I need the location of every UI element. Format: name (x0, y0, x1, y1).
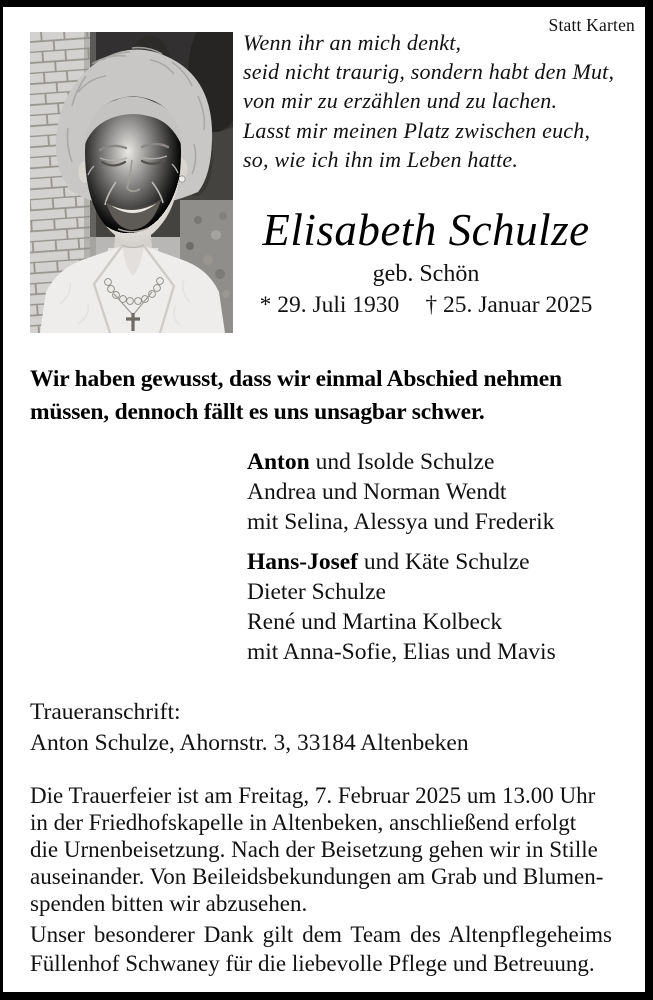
mourner-line: Andrea und Norman Wendt (247, 478, 507, 505)
poem-line: seid nicht traurig, sondern habt den Mut, (243, 59, 615, 85)
condolence-value: Anton Schulze, Ahornstr. 3, 33184 Altenbeken (30, 729, 469, 756)
mourner-line: René und Martina Kolbeck (247, 608, 503, 635)
mourner-line: Dieter Schulze (247, 579, 386, 606)
pearl-earring (179, 176, 185, 182)
poem-line: Lasst mir meinen Platz zwischen euch, (243, 117, 591, 143)
death-date: † 25. Januar 2025 (425, 292, 593, 318)
thanks-line: Unser besonderer Dank gilt dem Team des Altenpflegeheims (30, 922, 612, 947)
deceased-block (243, 199, 609, 320)
life-dates (243, 290, 609, 320)
poem-line: so, wie ich ihn im Leben hatte. (243, 146, 519, 172)
mourner-line: mit Anna-Sofie, Elias und Mavis (247, 638, 556, 665)
poem-line: Wenn ihr an mich denkt, (243, 30, 462, 55)
ceremony-line: spenden bitten wir abzusehen. (30, 890, 308, 916)
mourner-group (247, 448, 556, 537)
mourner-line: Hans-Josef und Käte Schulze (247, 549, 530, 576)
intro-line: müssen, dennoch fällt es uns unsagbar schwer. (30, 399, 485, 425)
ceremony-line: in der Friedhofskapelle in Altenbeken, anschließend erfolgt (30, 809, 577, 835)
mourners-list (247, 448, 556, 668)
intro-line: Wir haben gewusst, dass wir einmal Abschied nehmen (30, 366, 562, 392)
thanks-line: Füllenhof Schwaney für die liebevolle Pflege und Betreuung. (30, 950, 595, 976)
ceremony-line: die Urnenbeisetzung. Nach der Beisetzung gehen wir in Stille (30, 836, 598, 862)
ceremony-details (30, 783, 603, 918)
memorial-poem (243, 28, 614, 174)
portrait-photo (30, 32, 233, 333)
portrait-photo-art (30, 32, 233, 333)
birth-date: * 29. Juli 1930 (259, 292, 400, 318)
condolence-address (30, 697, 469, 758)
mourner-line: mit Selina, Alessya und Frederik (247, 508, 555, 535)
mourner-group (247, 548, 556, 667)
farewell-statement (30, 363, 562, 429)
thanks-note (30, 921, 612, 978)
mourner-line: Anton und Isolde Schulze (247, 449, 495, 475)
ceremony-line: auseinander. Von Beileidsbekundungen am Grab und Blumen- (30, 863, 604, 889)
poem-line: von mir zu erzählen und zu lachen. (243, 88, 558, 114)
condolence-label: Traueranschrift: (30, 699, 181, 725)
corner-note: Statt Karten (548, 15, 635, 35)
ceremony-line: Die Trauerfeier ist am Freitag, 7. Februar 2025 um 13.00 Uhr (30, 783, 596, 808)
maiden-name: geb. Schön (372, 261, 480, 287)
deceased-name: Elisabeth Schulze (262, 205, 590, 255)
